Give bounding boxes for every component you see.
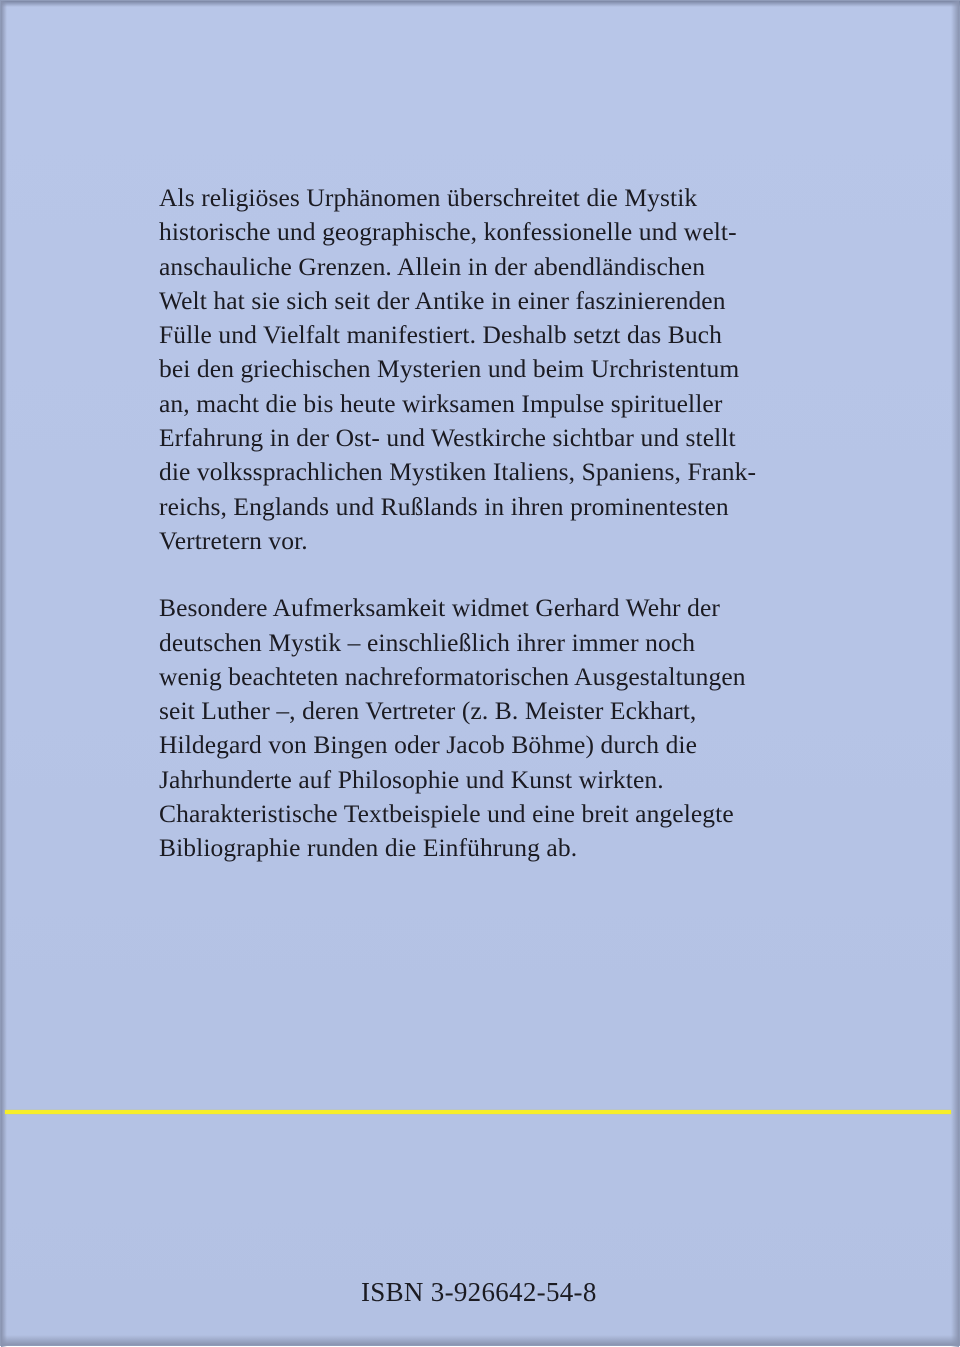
text-line: seit Luther –, deren Vertreter (z. B. Meister Eckhart, bbox=[159, 696, 697, 726]
blurb-paragraph-2 bbox=[159, 591, 799, 865]
text-line: Fülle und Vielfalt manifestiert. Deshalb setzt das Buch bbox=[159, 320, 722, 350]
blurb-paragraph-1 bbox=[159, 181, 799, 558]
text-line: historische und geographische, konfessionelle und welt- bbox=[159, 217, 737, 247]
text-line: Bibliographie runden die Einführung ab. bbox=[159, 833, 578, 863]
text-line: reichs, Englands und Rußlands in ihren prominentesten bbox=[159, 491, 729, 521]
cover-edge-bottom bbox=[1, 1335, 960, 1345]
blurb-text bbox=[159, 181, 799, 866]
text-line: Besondere Aufmerksamkeit widmet Gerhard Wehr der bbox=[159, 593, 720, 623]
text-line: die volkssprachlichen Mystiken Italiens, Spaniens, Frank- bbox=[159, 457, 757, 487]
text-line: Jahrhunderte auf Philosophie und Kunst wirkten. bbox=[159, 764, 664, 794]
text-line: Als religiöses Urphänomen überschreitet die Mystik bbox=[159, 183, 698, 212]
text-line: anschauliche Grenzen. Allein in der abendländischen bbox=[159, 251, 706, 281]
cover-edge-left bbox=[1, 1, 7, 1347]
text-line: bei den griechischen Mysterien und beim Urchristentum bbox=[159, 354, 740, 384]
text-line: Welt hat sie sich seit der Antike in einer faszinierenden bbox=[159, 285, 726, 315]
text-line: deutschen Mystik – einschließlich ihrer immer noch bbox=[159, 627, 696, 657]
text-line: Vertretern vor. bbox=[159, 525, 308, 555]
text-line: Hildegard von Bingen oder Jacob Böhme) durch die bbox=[159, 730, 698, 760]
text-line: an, macht die bis heute wirksamen Impulse spiritueller bbox=[159, 388, 723, 418]
text-line: Charakteristische Textbeispiele und eine breit angelegte bbox=[159, 799, 734, 829]
cover-edge-right bbox=[951, 1, 959, 1347]
isbn-number: ISBN 3-926642-54-8 bbox=[361, 1277, 597, 1307]
text-line: Erfahrung in der Ost- und Westkirche sichtbar und stellt bbox=[159, 423, 736, 453]
yellow-divider-line bbox=[5, 1110, 951, 1114]
text-line: wenig beachteten nachreformatorischen Ausgestaltungen bbox=[159, 661, 746, 691]
cover-edge-top bbox=[1, 1, 960, 7]
